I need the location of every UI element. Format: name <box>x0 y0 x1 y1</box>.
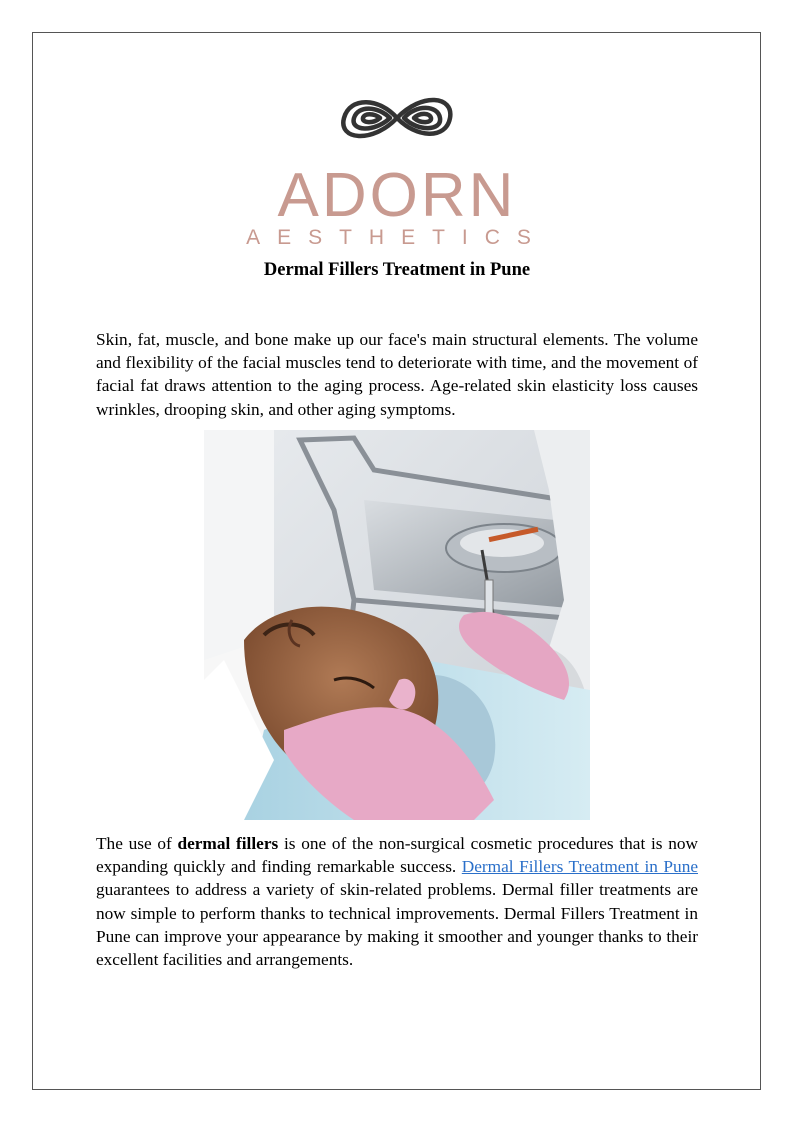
dermal-fillers-bold-term: dermal fillers <box>177 834 279 853</box>
logo-graphic <box>240 92 554 250</box>
company-logo <box>240 92 554 250</box>
logo-tagline-text: AESTHETICS <box>246 226 548 249</box>
intro-paragraph: Skin, fat, muscle, and bone make up our face's main structural elements. The volume and flexibility of the facial muscles tend to deteriorate with time, and the movement of facial fat draws attention to the aging process. Age-related skin elasticity loss causes wrinkles, drooping skin, and other aging symptoms. <box>96 330 698 419</box>
logo-brand-text: ADORN <box>277 161 517 230</box>
treatment-photo-illustration <box>204 430 590 820</box>
treatment-photo <box>204 430 590 820</box>
page-title: Dermal Fillers Treatment in Pune <box>263 260 531 280</box>
dermal-fillers-link[interactable]: Dermal Fillers Treatment in Pune <box>461 857 698 877</box>
paragraph-intro-text: The use of <box>96 834 178 853</box>
paragraph-end-text: guarantees to address a variety of skin-related problems. Dermal filler treatments are now simple to perform thanks to technical improvements. Dermal Fillers Treatment in Pune can improve your appearance by making it smoother and younger thanks to their excellent facilities and arrangements. <box>96 880 698 970</box>
logo-mark-icon <box>343 100 450 136</box>
body-paragraph <box>96 832 698 971</box>
paragraph-mid-text: is one of the non-surgical cosmetic procedures that is now expanding quickly and finding remarkable success. <box>96 834 698 877</box>
